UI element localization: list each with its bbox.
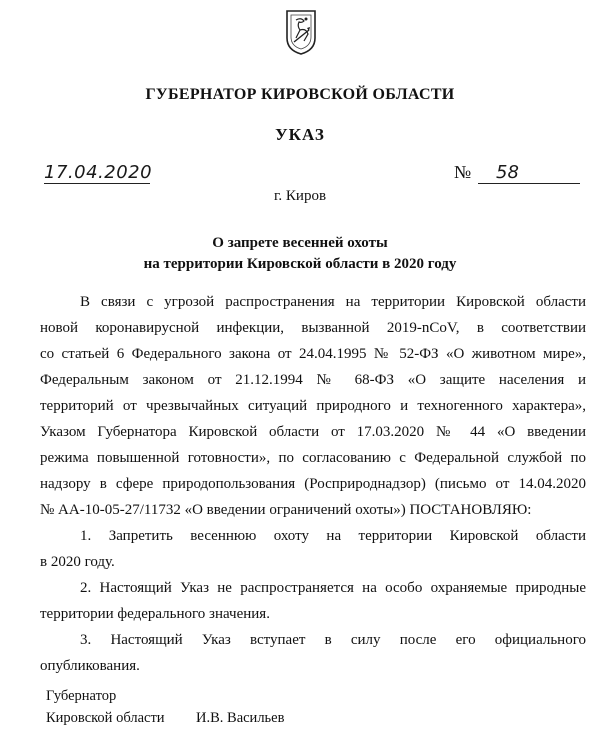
decree-date: 17.04.2020 [44,162,153,183]
city: г. Киров [273,188,327,204]
number-label: № [454,162,472,182]
body-line: со статьей 6 Федерального закона от 24.04.1995 № 52-ФЗ «О животном мире», [40,346,586,362]
decree-subject [0,233,600,275]
body-line: надзору в сфере природопользования (Росприроднадзор) (письмо от 14.04.2020 [40,476,586,492]
body-line: в 2020 году. [40,554,115,570]
signer-position-line-1: Губернатор [46,688,117,704]
body-line: 3. Настоящий Указ вступает в силу после его официального [80,632,586,648]
document-type: УКАЗ [275,125,325,144]
body-line: № АА-10-05-27/11732 «О введении ограничений охоты») ПОСТАНОВЛЯЮ: [40,502,532,518]
body-line: территорий от чрезвычайных ситуаций природного и техногенного характера», [40,398,586,414]
coat-of-arms-kirov-region-icon [284,8,318,56]
body-line: Указом Губернатора Кировской области от 17.03.2020 № 44 «О введении [40,424,586,440]
body-line: 1. Запретить весеннюю охоту на территории Кировской области [80,528,586,544]
decree-number: 58 [478,163,580,184]
body-line: территории федерального значения. [40,606,270,622]
body-line: 2. Настоящий Указ не распространяется на особо охраняемые природные [80,580,586,596]
body-line: новой коронавирусной инфекции, вызванной 2019-nCoV, в соответствии [40,320,586,336]
governor-title: ГУБЕРНАТОР КИРОВСКОЙ ОБЛАСТИ [145,86,455,103]
body-line: В связи с угрозой распространения на территории Кировской области [80,294,586,310]
body-line: опубликования. [40,658,140,674]
subject-line-1: О запрете весенней охоты [212,235,388,251]
body-line: режима повышенной готовности», по согласованию с Федеральной службой по [40,450,586,466]
body-line: Федеральным законом от 21.12.1994 № 68-ФЗ «О защите населения и [40,372,586,388]
signer-name: И.В. Васильев [196,710,285,726]
signer-position-line-2: Кировской области [46,710,165,726]
subject-line-2: на территории Кировской области в 2020 году [143,256,457,272]
